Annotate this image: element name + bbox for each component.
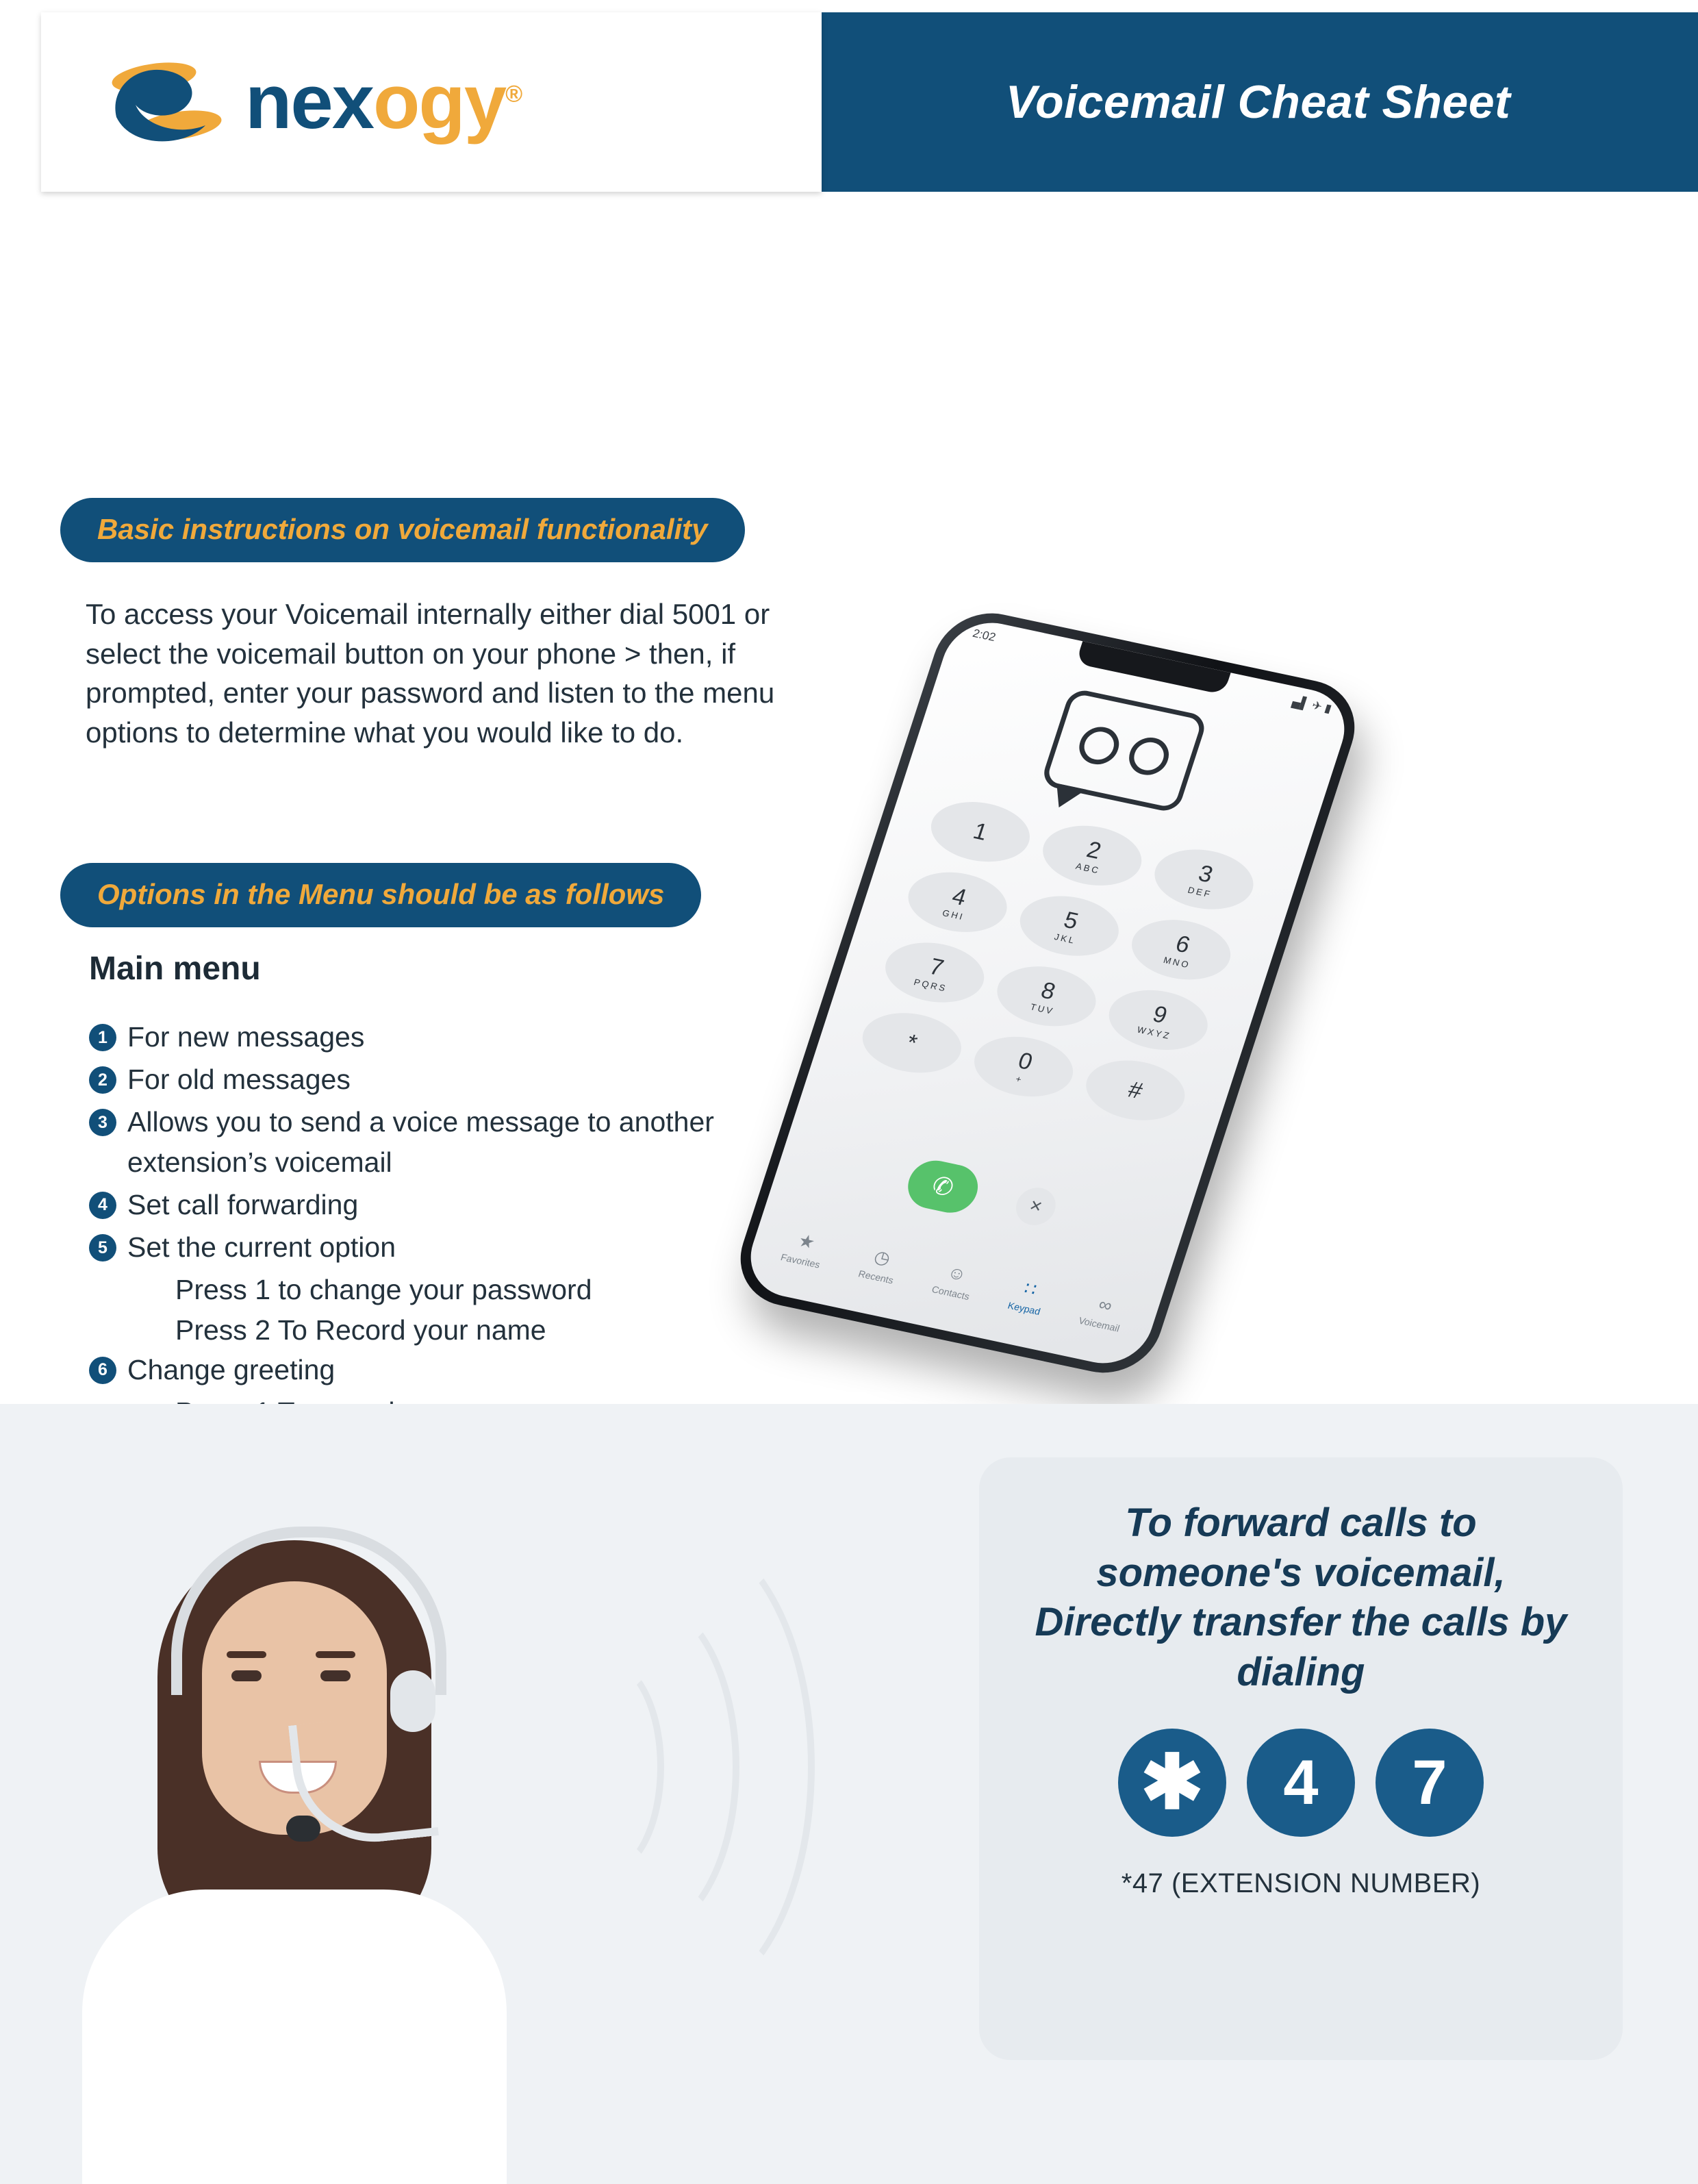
tab-label: Contacts: [930, 1283, 972, 1303]
list-item: [89, 1227, 842, 1267]
key-digit: 1: [970, 818, 991, 846]
phone-screen: [739, 614, 1356, 1371]
keypad-key-star[interactable]: [854, 1005, 970, 1081]
bullet-number: 3: [89, 1109, 116, 1136]
key-letters: ABC: [1074, 861, 1102, 876]
headset-microphone-icon: [286, 1816, 320, 1842]
list-item-text: Set the current option: [127, 1231, 396, 1264]
bullet-number: 1: [89, 1024, 116, 1051]
bullet-number: 4: [89, 1192, 116, 1219]
tab-keypad[interactable]: [1006, 1276, 1050, 1317]
tab-recents[interactable]: [857, 1244, 903, 1285]
tab-label: Recents: [857, 1268, 896, 1286]
page-header: [0, 0, 1698, 199]
bullet-number: 5: [89, 1234, 116, 1262]
main-content: [0, 199, 1698, 1404]
key-letters: MNO: [1162, 955, 1192, 970]
keypad-key-2[interactable]: [1035, 817, 1150, 894]
keypad-key-9[interactable]: [1101, 982, 1216, 1059]
tab-contacts[interactable]: [930, 1259, 979, 1302]
key-digit: 8: [1037, 977, 1059, 1005]
tab-label: Favorites: [779, 1251, 822, 1270]
headset-band-icon: [171, 1527, 446, 1695]
list-item: [89, 1350, 842, 1390]
list-item: [89, 1017, 842, 1057]
keypad-key-5[interactable]: [1012, 888, 1127, 964]
key-digit: 3: [1195, 860, 1217, 888]
call-button[interactable]: ✆: [902, 1156, 985, 1217]
list-item: [89, 1185, 842, 1225]
wordmark-ogy: ogy: [373, 59, 506, 145]
key-digit: 2: [1083, 836, 1104, 864]
person-icon: ☺: [945, 1262, 970, 1285]
key-letters: TUV: [1028, 1001, 1056, 1017]
shirt: [82, 1890, 507, 2184]
dial-digit-4: 4: [1247, 1729, 1355, 1837]
key-digit: 9: [1150, 1001, 1171, 1029]
wordmark-nex: nex: [245, 59, 373, 145]
agent-photo: [68, 1465, 520, 2184]
menu-options-heading: Options in the Menu should be as follows: [60, 863, 701, 927]
basic-instructions-heading: Basic instructions on voicemail functionality: [60, 498, 745, 562]
key-letters: GHI: [941, 907, 966, 922]
page-title: Voicemail Cheat Sheet: [1005, 76, 1511, 128]
list-item-text: Set call forwarding: [127, 1188, 359, 1220]
registered-mark: ®: [505, 81, 522, 108]
brand-wordmark: [245, 59, 522, 145]
logo-panel: [41, 12, 822, 192]
key-letters: PQRS: [912, 977, 949, 994]
sub-instruction: Press 1 to change your password: [175, 1274, 592, 1306]
main-menu-title: Main menu: [89, 951, 261, 987]
star-icon: ★: [796, 1229, 818, 1253]
clock-icon: ◷: [871, 1246, 894, 1269]
dial-code: [1118, 1729, 1484, 1837]
list-item: [89, 1059, 842, 1099]
key-digit: 5: [1061, 907, 1082, 935]
key-letters: WXYZ: [1136, 1024, 1173, 1042]
bullet-number: 6: [89, 1357, 116, 1384]
dial-digit-star: ✱: [1118, 1729, 1226, 1837]
sub-instruction: Press 2 To Record your name: [175, 1314, 546, 1346]
key-digit: 4: [948, 883, 970, 911]
tab-voicemail[interactable]: [1077, 1291, 1128, 1334]
forward-headline: To forward calls to someone's voicemail, Directly transfer the calls by dialing: [1035, 1501, 1567, 1694]
sound-wave-decoration: [548, 1486, 876, 2048]
smartphone-mockup: [726, 603, 1368, 1383]
dial-keypad[interactable]: [815, 786, 1301, 1138]
list-item-text: For old messages: [127, 1064, 351, 1096]
voicemail-icon: [1037, 688, 1213, 822]
tab-favorites[interactable]: [779, 1227, 829, 1270]
key-digit: 6: [1172, 931, 1193, 959]
bottom-section: [0, 1404, 1698, 2184]
key-letters: +: [1014, 1073, 1025, 1085]
keypad-key-6[interactable]: [1124, 912, 1239, 988]
keypad-key-0[interactable]: [966, 1029, 1081, 1105]
title-band: [818, 12, 1698, 192]
list-item: [89, 1102, 842, 1181]
list-item-text: Allows you to send a voice message to another extension’s voicemail: [127, 1106, 714, 1178]
intro-paragraph: To access your Voicemail internally either dial 5001 or select the voicemail button on your phone > then, if prompted, enter your password and listen to the menu options to determine what you would like to do.: [86, 598, 775, 749]
key-digit: *: [903, 1029, 921, 1056]
list-item-text: For new messages: [127, 1021, 365, 1053]
backspace-icon[interactable]: ✕: [1011, 1184, 1061, 1229]
voicemail-tab-icon: ∞: [1095, 1293, 1115, 1316]
keypad-key-8[interactable]: [989, 958, 1104, 1035]
extension-note: *47 (EXTENSION NUMBER): [1121, 1868, 1481, 1898]
tab-label: Keypad: [1006, 1299, 1042, 1318]
keypad-key-1[interactable]: [923, 794, 1038, 870]
status-indicators-icon: ▄▌ ✈ ▮: [1291, 694, 1334, 716]
list-item-text: Change greeting: [127, 1353, 335, 1385]
key-digit: 7: [926, 953, 947, 981]
keypad-key-hash[interactable]: [1078, 1052, 1193, 1129]
key-letters: DEF: [1186, 884, 1213, 900]
phone-illustration: [746, 603, 1664, 1424]
bullet-number: 2: [89, 1066, 116, 1094]
key-digit: #: [1125, 1076, 1146, 1104]
tab-label: Voicemail: [1077, 1314, 1122, 1334]
nexogy-swoosh-icon: [103, 54, 233, 150]
brand-logo: [103, 54, 521, 150]
forward-calls-card: [979, 1457, 1623, 2060]
status-time: 2:02: [971, 627, 998, 644]
key-letters: JKL: [1053, 931, 1078, 946]
keypad-key-7[interactable]: [877, 934, 992, 1011]
keypad-key-3[interactable]: [1146, 841, 1261, 918]
keypad-key-4[interactable]: [900, 864, 1015, 940]
dial-digit-7: 7: [1376, 1729, 1484, 1837]
keypad-icon: ∷: [1022, 1277, 1039, 1300]
key-digit: 0: [1015, 1047, 1036, 1075]
